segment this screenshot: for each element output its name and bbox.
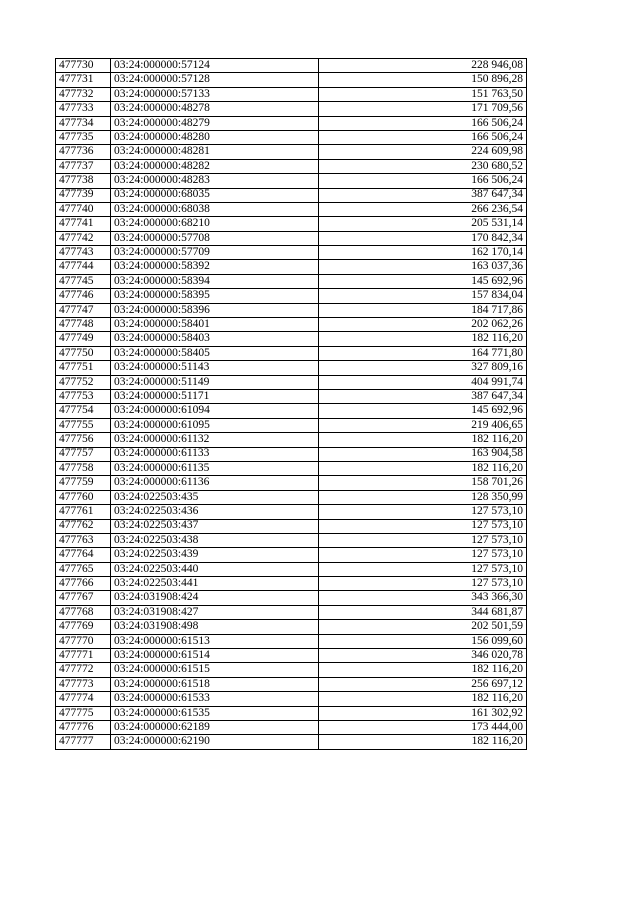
cadastral-number-cell: 03:24:000000:48283 [111, 174, 319, 188]
table-row [56, 217, 527, 231]
cadastral-value-cell: 127 573,10 [319, 533, 527, 547]
cadastral-number-cell: 03:24:000000:61533 [111, 692, 319, 706]
table-row [56, 130, 527, 144]
table-row [56, 202, 527, 216]
cadastral-value-cell: 163 037,36 [319, 260, 527, 274]
cadastral-number-cell: 03:24:000000:51171 [111, 389, 319, 403]
cadastral-value-cell: 127 573,10 [319, 577, 527, 591]
cadastral-value-cell: 219 406,65 [319, 418, 527, 432]
table-row [56, 476, 527, 490]
row-number-cell: 477730 [56, 59, 111, 73]
cadastral-number-cell: 03:24:000000:48282 [111, 159, 319, 173]
cadastral-number-cell: 03:24:000000:51149 [111, 375, 319, 389]
cadastral-value-cell: 182 116,20 [319, 735, 527, 749]
cadastral-number-cell: 03:24:000000:58392 [111, 260, 319, 274]
cadastral-value-cell: 182 116,20 [319, 692, 527, 706]
row-number-cell: 477752 [56, 375, 111, 389]
row-number-cell: 477734 [56, 116, 111, 130]
cadastral-value-cell: 202 501,59 [319, 620, 527, 634]
cadastral-number-cell: 03:24:000000:62190 [111, 735, 319, 749]
cadastral-value-cell: 387 647,34 [319, 389, 527, 403]
cadastral-number-cell: 03:24:000000:57128 [111, 73, 319, 87]
row-number-cell: 477744 [56, 260, 111, 274]
table-row [56, 231, 527, 245]
cadastral-value-cell: 151 763,50 [319, 87, 527, 101]
row-number-cell: 477767 [56, 591, 111, 605]
table-row [56, 87, 527, 101]
cadastral-number-cell: 03:24:000000:58401 [111, 318, 319, 332]
row-number-cell: 477762 [56, 519, 111, 533]
table-body [56, 59, 527, 750]
cadastral-value-cell: 163 904,58 [319, 447, 527, 461]
cadastral-value-cell: 170 842,34 [319, 231, 527, 245]
cadastral-value-cell: 127 573,10 [319, 505, 527, 519]
row-number-cell: 477748 [56, 318, 111, 332]
table-row [56, 577, 527, 591]
cadastral-number-cell: 03:24:000000:61095 [111, 418, 319, 432]
cadastral-value-cell: 202 062,26 [319, 318, 527, 332]
row-number-cell: 477757 [56, 447, 111, 461]
cadastral-value-cell: 173 444,00 [319, 720, 527, 734]
row-number-cell: 477776 [56, 720, 111, 734]
cadastral-value-cell: 162 170,14 [319, 246, 527, 260]
table-row [56, 692, 527, 706]
row-number-cell: 477769 [56, 620, 111, 634]
row-number-cell: 477750 [56, 346, 111, 360]
row-number-cell: 477758 [56, 461, 111, 475]
table-row [56, 346, 527, 360]
row-number-cell: 477738 [56, 174, 111, 188]
cadastral-value-cell: 182 116,20 [319, 433, 527, 447]
cadastral-value-cell: 164 771,80 [319, 346, 527, 360]
cadastral-value-table [55, 58, 527, 750]
cadastral-number-cell: 03:24:022503:439 [111, 548, 319, 562]
table-row [56, 303, 527, 317]
table-row [56, 663, 527, 677]
row-number-cell: 477732 [56, 87, 111, 101]
row-number-cell: 477747 [56, 303, 111, 317]
cadastral-value-cell: 182 116,20 [319, 663, 527, 677]
row-number-cell: 477731 [56, 73, 111, 87]
table-row [56, 433, 527, 447]
table-row [56, 620, 527, 634]
cadastral-value-cell: 344 681,87 [319, 605, 527, 619]
row-number-cell: 477763 [56, 533, 111, 547]
cadastral-value-cell: 182 116,20 [319, 461, 527, 475]
row-number-cell: 477740 [56, 202, 111, 216]
table-row [56, 274, 527, 288]
cadastral-number-cell: 03:24:000000:62189 [111, 720, 319, 734]
cadastral-value-cell: 184 717,86 [319, 303, 527, 317]
table-row [56, 289, 527, 303]
row-number-cell: 477745 [56, 274, 111, 288]
row-number-cell: 477736 [56, 145, 111, 159]
table-row [56, 188, 527, 202]
cadastral-number-cell: 03:24:000000:61136 [111, 476, 319, 490]
row-number-cell: 477768 [56, 605, 111, 619]
cadastral-value-cell: 128 350,99 [319, 490, 527, 504]
row-number-cell: 477756 [56, 433, 111, 447]
row-number-cell: 477754 [56, 404, 111, 418]
cadastral-value-cell: 205 531,14 [319, 217, 527, 231]
cadastral-number-cell: 03:24:000000:58396 [111, 303, 319, 317]
row-number-cell: 477753 [56, 389, 111, 403]
row-number-cell: 477764 [56, 548, 111, 562]
cadastral-number-cell: 03:24:022503:440 [111, 562, 319, 576]
row-number-cell: 477761 [56, 505, 111, 519]
cadastral-number-cell: 03:24:022503:435 [111, 490, 319, 504]
cadastral-number-cell: 03:24:000000:61132 [111, 433, 319, 447]
table-row [56, 634, 527, 648]
row-number-cell: 477751 [56, 361, 111, 375]
table-row [56, 461, 527, 475]
cadastral-value-cell: 266 236,54 [319, 202, 527, 216]
row-number-cell: 477746 [56, 289, 111, 303]
cadastral-value-cell: 145 692,96 [319, 274, 527, 288]
row-number-cell: 477735 [56, 130, 111, 144]
row-number-cell: 477759 [56, 476, 111, 490]
row-number-cell: 477737 [56, 159, 111, 173]
cadastral-number-cell: 03:24:000000:61135 [111, 461, 319, 475]
cadastral-value-cell: 387 647,34 [319, 188, 527, 202]
cadastral-number-cell: 03:24:000000:57709 [111, 246, 319, 260]
cadastral-number-cell: 03:24:000000:48281 [111, 145, 319, 159]
table-row [56, 375, 527, 389]
cadastral-number-cell: 03:24:000000:68210 [111, 217, 319, 231]
table-row [56, 318, 527, 332]
cadastral-number-cell: 03:24:000000:58394 [111, 274, 319, 288]
cadastral-value-cell: 161 302,92 [319, 706, 527, 720]
cadastral-number-cell: 03:24:000000:61514 [111, 649, 319, 663]
cadastral-number-cell: 03:24:000000:57133 [111, 87, 319, 101]
cadastral-number-cell: 03:24:000000:58403 [111, 332, 319, 346]
cadastral-value-cell: 166 506,24 [319, 174, 527, 188]
row-number-cell: 477743 [56, 246, 111, 260]
cadastral-value-cell: 404 991,74 [319, 375, 527, 389]
table-row [56, 159, 527, 173]
table-row [56, 735, 527, 749]
cadastral-value-cell: 256 697,12 [319, 677, 527, 691]
row-number-cell: 477755 [56, 418, 111, 432]
row-number-cell: 477733 [56, 102, 111, 116]
table-row [56, 332, 527, 346]
row-number-cell: 477741 [56, 217, 111, 231]
cadastral-number-cell: 03:24:000000:58395 [111, 289, 319, 303]
table-row [56, 260, 527, 274]
row-number-cell: 477766 [56, 577, 111, 591]
row-number-cell: 477773 [56, 677, 111, 691]
table-row [56, 505, 527, 519]
table-row [56, 533, 527, 547]
cadastral-number-cell: 03:24:000000:68035 [111, 188, 319, 202]
table-row [56, 404, 527, 418]
table-row [56, 605, 527, 619]
cadastral-value-cell: 230 680,52 [319, 159, 527, 173]
table-row [56, 649, 527, 663]
table-row [56, 447, 527, 461]
cadastral-number-cell: 03:24:000000:61535 [111, 706, 319, 720]
cadastral-number-cell: 03:24:000000:48279 [111, 116, 319, 130]
row-number-cell: 477777 [56, 735, 111, 749]
cadastral-value-cell: 171 709,56 [319, 102, 527, 116]
cadastral-value-cell: 127 573,10 [319, 562, 527, 576]
cadastral-number-cell: 03:24:000000:61133 [111, 447, 319, 461]
cadastral-number-cell: 03:24:000000:57708 [111, 231, 319, 245]
cadastral-value-cell: 127 573,10 [319, 548, 527, 562]
table-row [56, 519, 527, 533]
cadastral-number-cell: 03:24:000000:48280 [111, 130, 319, 144]
cadastral-number-cell: 03:24:031908:424 [111, 591, 319, 605]
cadastral-number-cell: 03:24:022503:441 [111, 577, 319, 591]
table-row [56, 73, 527, 87]
table-row [56, 145, 527, 159]
table-row [56, 246, 527, 260]
cadastral-value-cell: 157 834,04 [319, 289, 527, 303]
row-number-cell: 477749 [56, 332, 111, 346]
cadastral-value-cell: 166 506,24 [319, 116, 527, 130]
cadastral-number-cell: 03:24:000000:51143 [111, 361, 319, 375]
cadastral-number-cell: 03:24:022503:436 [111, 505, 319, 519]
cadastral-number-cell: 03:24:000000:61518 [111, 677, 319, 691]
table-row [56, 720, 527, 734]
cadastral-value-cell: 158 701,26 [319, 476, 527, 490]
table-row [56, 591, 527, 605]
cadastral-number-cell: 03:24:031908:427 [111, 605, 319, 619]
cadastral-value-cell: 224 609,98 [319, 145, 527, 159]
cadastral-number-cell: 03:24:022503:437 [111, 519, 319, 533]
table-row [56, 706, 527, 720]
cadastral-value-cell: 166 506,24 [319, 130, 527, 144]
cadastral-value-cell: 228 946,08 [319, 59, 527, 73]
table-row [56, 677, 527, 691]
cadastral-number-cell: 03:24:000000:61515 [111, 663, 319, 677]
cadastral-value-cell: 182 116,20 [319, 332, 527, 346]
cadastral-number-cell: 03:24:000000:58405 [111, 346, 319, 360]
cadastral-value-cell: 145 692,96 [319, 404, 527, 418]
table-row [56, 562, 527, 576]
cadastral-value-cell: 150 896,28 [319, 73, 527, 87]
table-row [56, 361, 527, 375]
table-row [56, 116, 527, 130]
table-row [56, 389, 527, 403]
cadastral-number-cell: 03:24:022503:438 [111, 533, 319, 547]
table-row [56, 418, 527, 432]
table-row [56, 174, 527, 188]
table-row [56, 102, 527, 116]
cadastral-value-cell: 346 020,78 [319, 649, 527, 663]
cadastral-value-cell: 343 366,30 [319, 591, 527, 605]
table-row [56, 490, 527, 504]
cadastral-number-cell: 03:24:000000:68038 [111, 202, 319, 216]
row-number-cell: 477742 [56, 231, 111, 245]
row-number-cell: 477765 [56, 562, 111, 576]
row-number-cell: 477775 [56, 706, 111, 720]
row-number-cell: 477774 [56, 692, 111, 706]
row-number-cell: 477772 [56, 663, 111, 677]
row-number-cell: 477770 [56, 634, 111, 648]
cadastral-number-cell: 03:24:031908:498 [111, 620, 319, 634]
cadastral-number-cell: 03:24:000000:57124 [111, 59, 319, 73]
table-row [56, 59, 527, 73]
row-number-cell: 477739 [56, 188, 111, 202]
cadastral-value-cell: 156 099,60 [319, 634, 527, 648]
table-row [56, 548, 527, 562]
cadastral-value-cell: 127 573,10 [319, 519, 527, 533]
cadastral-number-cell: 03:24:000000:61094 [111, 404, 319, 418]
cadastral-number-cell: 03:24:000000:61513 [111, 634, 319, 648]
cadastral-number-cell: 03:24:000000:48278 [111, 102, 319, 116]
row-number-cell: 477771 [56, 649, 111, 663]
row-number-cell: 477760 [56, 490, 111, 504]
cadastral-value-cell: 327 809,16 [319, 361, 527, 375]
